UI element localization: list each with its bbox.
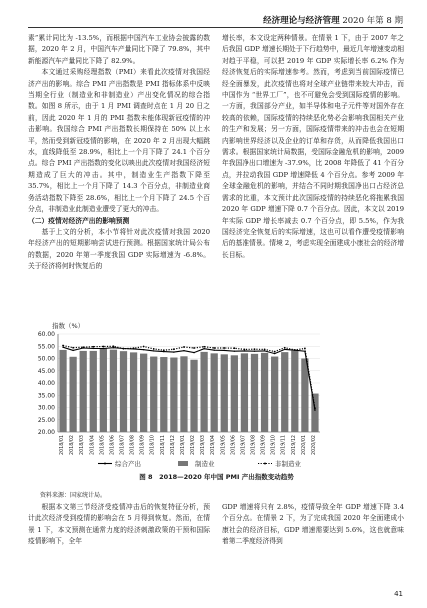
manufacturing-bar (100, 348, 107, 432)
data-point (183, 350, 184, 351)
manufacturing-bar (59, 350, 66, 432)
bottom-right-column (222, 502, 404, 548)
data-point (213, 349, 214, 350)
manufacturing-bar (231, 355, 238, 432)
x-tick-label: 2019/12 (291, 435, 297, 455)
data-point (314, 408, 316, 410)
legend-label: 制造业 (195, 460, 215, 468)
data-point (213, 347, 215, 349)
data-point (103, 348, 104, 349)
manufacturing-bar (281, 352, 288, 432)
x-tick-label: 2019/07 (241, 435, 247, 455)
data-point (113, 347, 114, 348)
manufacturing-bar (200, 352, 207, 432)
left-column (28, 33, 210, 273)
data-point (244, 349, 246, 351)
manufacturing-bar (301, 359, 308, 433)
x-tick-label: 2019/09 (261, 435, 267, 455)
left-paragraph-2: 本文通过采购经理指数（PMI）来看此次疫情对我国经济产出的影响。综合 PMI 产出指数是 PMI 指标体系中反映当期全行业（制造业和非制造业）产出变化情况的综合指数。如图 8 所示，由于 1 月 PMI 调查时点在 1 月 20 日之前，因此 2020 年 1 月的 PMI 指数未能体现新冠疫情的冲击影响。我国综合 PMI 产出指数长期保持在 50% 以上水平，然而受到新冠疫情的影响，在 2020 年 2 月出现大幅跳水，直线降低至 28.9%，相比上一个月下降了 24.1 个百分点。综合 PMI 产出指数的变化以映出此次疫情对我国经济短期造成了巨大的冲击。其中，制造业生产指数下降至 35.7%，相比上一个月下降了 14.3 个百分点，非制造业商务活动指数下降至 28.6%，相比上一个月下降了 24.5 个百分点，非制造业此制造业遭受了更大的冲击。 (28, 68, 210, 214)
y-tick-label: 30.00 (37, 404, 55, 412)
x-tick-label: 2019/11 (281, 435, 287, 455)
x-tick-label: 2019/03 (201, 435, 207, 455)
y-tick-label: 20.00 (37, 429, 55, 436)
data-point (193, 347, 195, 349)
y-tick-label: 35.00 (37, 392, 55, 400)
left-paragraph-3: 基于上文的分析，本小节将针对此次疫情对我国 2020 年经济产出的短期影响尝试进行预测。根据国家统计局公布的数据，2020 年第一季度我国 GDP 实际增速为 -6.8%。关于经济将何时恢复后的 (28, 227, 210, 271)
x-tick-label: 2019/04 (211, 435, 217, 455)
manufacturing-bar (130, 352, 137, 432)
manufacturing-bar (69, 357, 76, 432)
manufacturing-bar (180, 356, 187, 432)
data-point (163, 351, 164, 352)
issue-label: 2020 年第 8 期 (342, 16, 403, 26)
left-paragraph-1: 素”累计同比为 -13.5%，而根据中国汽车工业协会披露的数据，2020 年 2 月，中国汽车产量同比下降了 79.8%，其中新能源汽车产量同比下降了 82.9%。 (28, 34, 210, 65)
x-tick-label: 2018/08 (130, 435, 136, 455)
data-point (244, 350, 245, 351)
running-header (263, 14, 403, 26)
manufacturing-bar (170, 358, 177, 432)
manufacturing-bar (311, 394, 318, 432)
data-point (304, 348, 306, 350)
manufacturing-bar (221, 354, 228, 432)
manufacturing-bar (80, 351, 87, 432)
legend-label: 非制造业 (275, 460, 301, 468)
x-tick-label: 2019/10 (271, 435, 277, 455)
right-paragraph-1: 增长率，本文设定两种情景。在情景 1 下，由于 2007 年之后我国 GDP 增速长期处于下行趋势中，最近几年增速变动相对趋于平稳，可以把 2019 年 GDP 实际增长率 6.2% 作为经济恢复后的实际增速参考。然而，考虑到当前国际疫情已经全面暴发，此次疫情也将对全球产业链带来较大冲击，而中国作为 “世界工厂”，也不可避免会受到国际疫情的影响。一方面，我国部分产业，如半导体和电子元件等对国外存在较高的依赖，国际疫情的持续恶化势必会影响我国相关产业的生产和发展；另一方面，国际疫情带来的冲击也会在短期内影响世界经济以及企业的订单和存货，从而降低我国出口需求。根据国家统计局数据，受国际金融危机的影响，2009 年我国净出口增速为 -37.9%，比 2008 年降低了 41 个百分点，并拉动我国 GDP 增速降低 4 个百分点。参考 2009 年全球金融危机的影响，并结合不同时期我国净出口占经济总需求的比重，本文预计此次国际疫情的持续恶化将拖累我国 2020 年 GDP 增速下降 0.7 个百分点。因此，本文以 2019 年实际 GDP 增长率减去 0.7 个百分点，即 5.5%，作为我国经济完全恢复后的实际增速，这也可以看作遭受疫情影响后的基准情景。情境 2，考虑实现全面建成小康社会的经济增长目标。 (222, 34, 404, 259)
x-tick-label: 2018/03 (80, 435, 86, 455)
y-tick-label: 45.00 (37, 367, 55, 375)
data-point (183, 346, 185, 348)
data-point (173, 351, 174, 352)
data-point (284, 347, 286, 349)
data-point (233, 347, 235, 349)
data-point (223, 347, 225, 349)
data-point (163, 349, 165, 351)
data-point (133, 347, 135, 349)
data-point (193, 352, 194, 353)
data-point (62, 347, 63, 348)
data-point (143, 346, 145, 348)
data-point (173, 348, 175, 350)
y-axis-label: 指数（%） (52, 322, 85, 330)
y-tick-label: 50.00 (37, 355, 55, 363)
x-tick-label: 2019/05 (221, 435, 227, 455)
x-tick-label: 2019/06 (231, 435, 237, 455)
bottom-right-paragraph: GDP 增速将只有 2.8%，疫情导致全年 GDP 增速下降 3.4 个百分点。在情景 2 下，为了完成我国 2020 年全面建成小康社会的经济目标，GDP 增速需要达到 5.6%，这也就意味着第二季度经济得到 (222, 503, 404, 546)
y-tick-label: 60.00 (37, 331, 55, 338)
y-tick-label: 40.00 (37, 380, 55, 387)
manufacturing-bar (291, 351, 298, 432)
data-point (123, 348, 125, 350)
data-point (203, 348, 204, 349)
data-point (153, 348, 155, 350)
x-tick-label: 2018/05 (100, 435, 106, 455)
data-point (264, 350, 265, 351)
data-point (93, 348, 94, 349)
data-point (234, 350, 235, 351)
x-tick-label: 2020/01 (301, 435, 307, 455)
data-point (274, 353, 275, 354)
y-tick-label: 55.00 (37, 343, 55, 351)
data-point (284, 349, 285, 350)
data-point (264, 349, 266, 351)
manufacturing-bar (120, 351, 127, 432)
bottom-left-paragraph: 根据本文第三节经济受疫情冲击后的恢复特征分析，预计此次经济受到疫情的影响会在 5 月得到恢复。然而，在情景 1 下，本文预测在通常力度的经济刺激政策的干预和国际疫情影响下，全年 (28, 503, 210, 546)
figure-caption: 图 8 2018—2020 年中国 PMI 产出指数变动趋势 (139, 473, 294, 481)
x-tick-label: 2019/01 (180, 435, 186, 455)
data-point (143, 349, 144, 350)
x-tick-label: 2018/07 (120, 435, 126, 455)
legend-marker (104, 463, 106, 465)
x-tick-label: 2018/10 (150, 435, 156, 455)
x-tick-label: 2018/12 (170, 435, 176, 455)
x-tick-label: 2018/11 (160, 435, 166, 455)
data-point (113, 345, 115, 347)
bottom-left-column (28, 502, 210, 548)
manufacturing-bar (90, 351, 97, 432)
data-point (102, 346, 104, 348)
data-point (153, 350, 154, 351)
right-column (222, 33, 404, 261)
figure-source: 资料来源：国家统计局。 (40, 492, 107, 499)
manufacturing-bar (110, 350, 117, 432)
data-point (274, 351, 276, 353)
x-tick-label: 2018/06 (110, 435, 116, 455)
data-point (254, 348, 256, 350)
manufacturing-bar (261, 353, 268, 432)
x-tick-label: 2020/02 (311, 435, 317, 455)
manufacturing-bar (211, 353, 218, 432)
x-tick-label: 2018/04 (90, 435, 96, 455)
x-tick-label: 2018/09 (140, 435, 146, 455)
x-tick-label: 2019/08 (251, 435, 257, 455)
data-point (203, 346, 205, 348)
page-number: 41 (394, 590, 403, 598)
legend-swatch (178, 461, 188, 466)
data-point (254, 350, 255, 351)
manufacturing-bar (271, 357, 278, 432)
manufacturing-bar (241, 353, 248, 432)
data-point (314, 409, 315, 410)
manufacturing-bar (150, 357, 157, 432)
data-point (72, 350, 73, 351)
data-point (72, 347, 74, 349)
data-point (62, 345, 64, 347)
data-point (294, 349, 296, 351)
manufacturing-bar (160, 357, 167, 432)
y-tick-label: 25.00 (37, 416, 55, 424)
x-tick-label: 2018/02 (70, 435, 76, 455)
figure-8 (28, 320, 405, 488)
section-heading: （二）疫情对经济产出的影响预测 (28, 216, 130, 225)
x-tick-label: 2019/02 (191, 435, 197, 455)
x-tick-label: 2018/01 (60, 435, 66, 455)
data-point (92, 346, 94, 348)
journal-name: 经济理论与经济管理 (263, 16, 340, 26)
manufacturing-bar (251, 354, 258, 432)
header-rule (28, 27, 403, 28)
manufacturing-bar (140, 354, 147, 432)
manufacturing-bar (190, 360, 197, 432)
data-point (82, 346, 84, 348)
pmi-chart (28, 320, 405, 470)
legend-marker (264, 463, 266, 465)
legend-label: 综合产出 (115, 460, 141, 468)
data-point (224, 350, 225, 351)
